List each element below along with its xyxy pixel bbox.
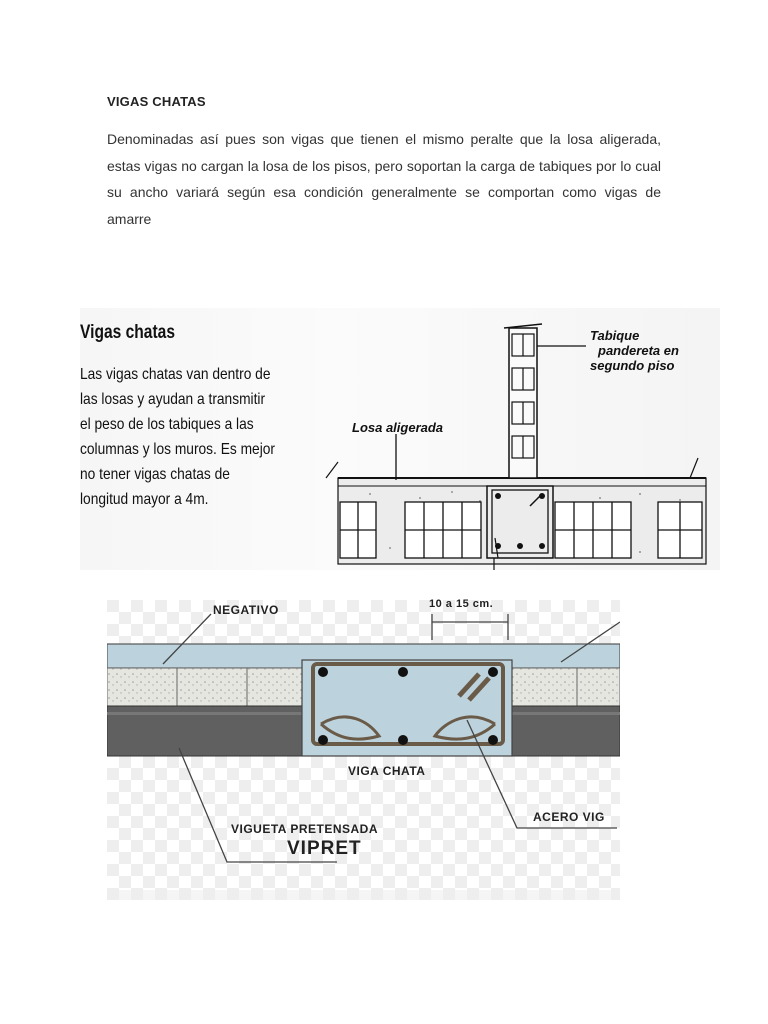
label-line: pandereta en bbox=[598, 343, 679, 358]
figure-title: Vigas chatas bbox=[80, 322, 175, 343]
vigas-chatas-figure bbox=[80, 308, 720, 570]
description-line: no tener vigas chatas de bbox=[80, 466, 230, 483]
description-line: las losas y ayudan a transmitir bbox=[80, 391, 266, 408]
viga-chata-section-drawing bbox=[107, 600, 620, 900]
label-tabique bbox=[590, 328, 679, 373]
label-line: segundo piso bbox=[590, 358, 675, 373]
label-losa: Losa aligerada bbox=[352, 420, 444, 435]
label-line: Tabique bbox=[590, 328, 640, 343]
description-line: el peso de los tabiques a las bbox=[80, 416, 254, 433]
label-vigueta: VIGUETA PRETENSADA bbox=[231, 822, 379, 836]
page-title: VIGAS CHATAS bbox=[107, 94, 206, 109]
label-negativo: NEGATIVO bbox=[213, 603, 279, 617]
label-vipret: VIPRET bbox=[287, 838, 362, 859]
label-viga-chata: VIGA CHATA bbox=[348, 764, 426, 778]
label-acero: ACERO VIG bbox=[533, 810, 605, 824]
description-line: longitud mayor a 4m. bbox=[80, 491, 209, 508]
description-line: Las vigas chatas van dentro de bbox=[80, 366, 271, 383]
body-paragraph: Denominadas así pues son vigas que tienen el mismo peralte que la losa aligerada, estas vigas no cargan la losa de los pisos, pero soportan la carga de tabiques por lo cual su ancho variará según esa condición generalmente se comportan como vigas de amarre bbox=[107, 131, 661, 227]
viga-chata-detail-figure bbox=[107, 600, 620, 900]
label-spacing: 10 a 15 cm. bbox=[429, 598, 494, 610]
description-line: columnas y los muros. Es mejor bbox=[80, 441, 275, 458]
